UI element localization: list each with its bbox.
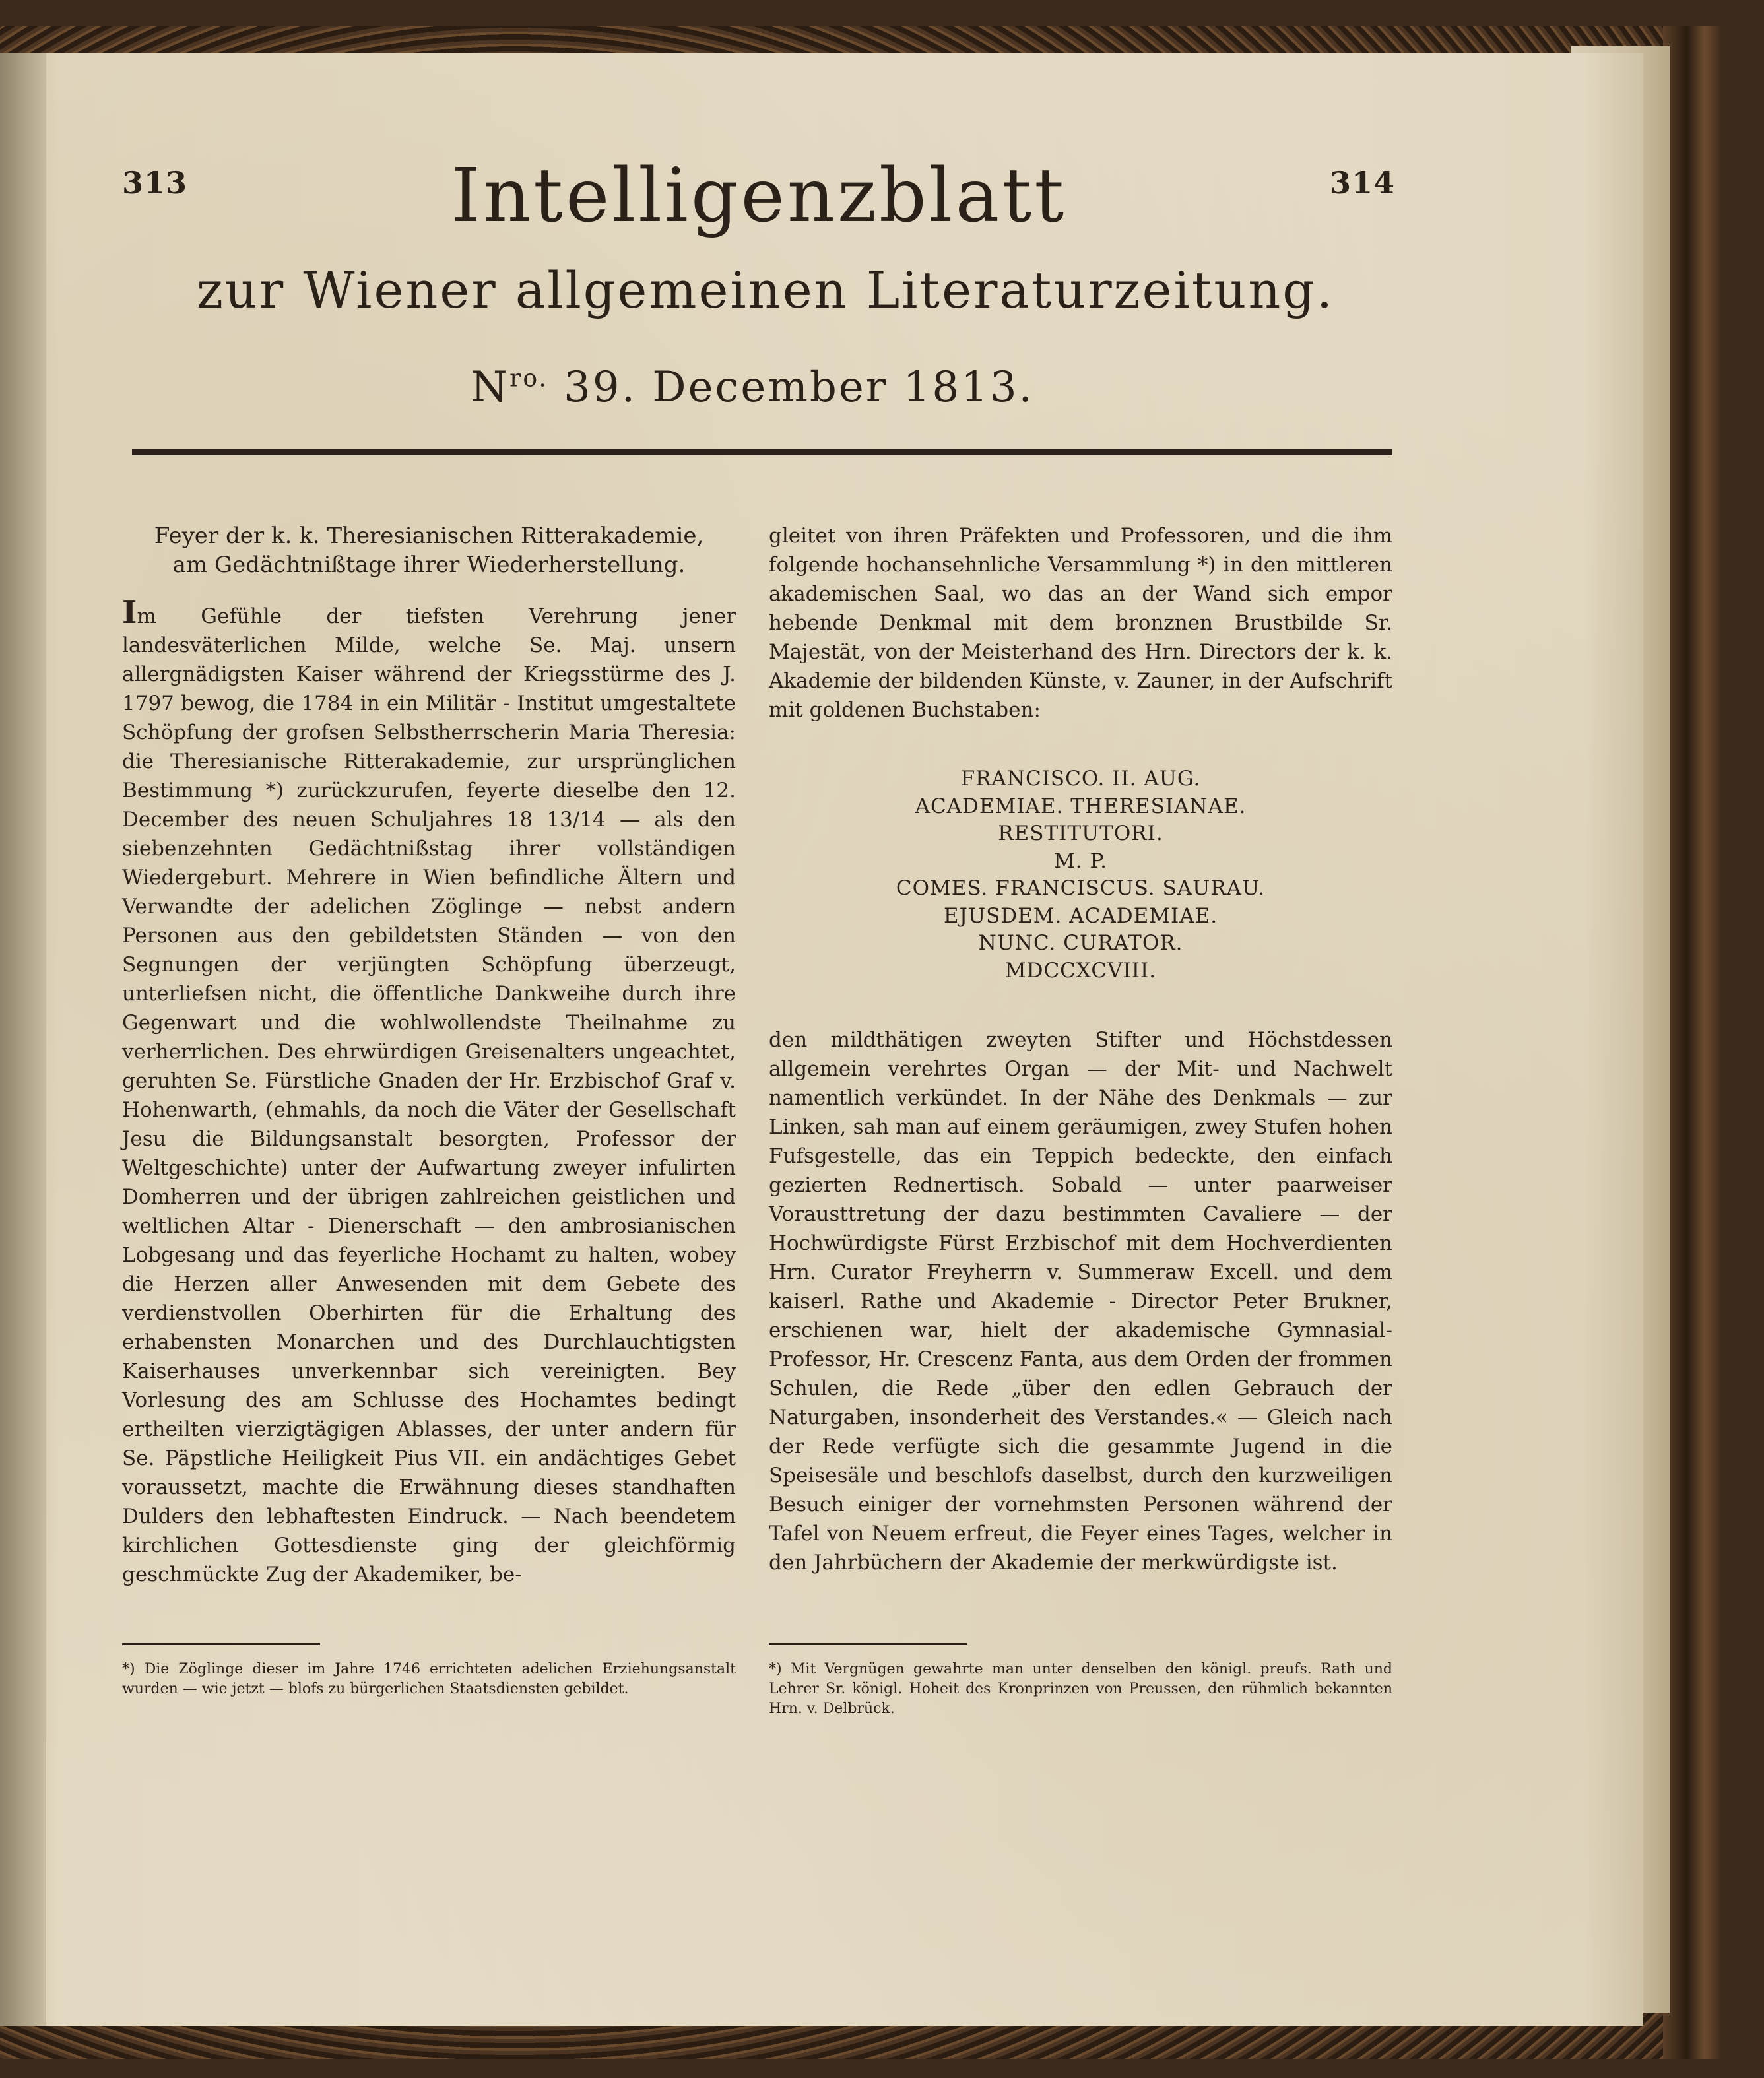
- inscription-line: COMES. FRANCISCUS. SAURAU.: [896, 876, 1266, 900]
- footnote-left: *) Die Zöglinge dieser im Jahre 1746 errichteten adelichen Erziehungsanstalt wurden — wie jetzt — blofs zu bürgerlichen Staatsdiensten gebildet.: [122, 1661, 736, 1697]
- issue-prefix: N: [471, 363, 510, 412]
- monument-inscription: [769, 765, 1392, 985]
- page-number-left: 313: [122, 165, 188, 201]
- masthead-title: Intelligenzblatt: [451, 153, 1067, 239]
- masthead-subtitle: zur Wiener allgemeinen Literaturzeitung.: [196, 261, 1335, 319]
- issue-line: [0, 363, 1505, 412]
- issue-abbrev: ro.: [509, 365, 548, 393]
- masthead-rule: [132, 449, 1392, 455]
- article-body-right-bottom: den mildthätigen zweyten Stifter und Höchstdessen allgemein verehrtes Organ — der Mit- und Nachwelt namentlich verkündet. In der Nähe des Denkmals — zur Linken, sah man auf einem geräumigen, zwey Stufen hohen Fufsgestelle, das ein Teppich bedeckte, den einfach gezierten Rednertisch. Sobald — unter paarweiser Vorausttretung der dazu bestimmten Cavaliere — der Hochwürdigste Fürst Erzbischof mit dem Hochverdienten Hrn. Curator Freyherrn v. Summeraw Excell. und dem kaiserl. Rathe und Akademie - Director Peter Brukner, erschienen war, hielt der akademische Gymnasial-Professor, Hr. Crescenz Fanta, aus dem Orden der frommen Schulen, die Rede „über den edlen Gebrauch der Naturgaben, insonderheit des Verstandes.« — Gleich nach der Rede verfügte sich die gesammte Jugend in die Speisesäle und beschlofs daselbst, durch den kurzweiligen Besuch einiger der vornehmsten Personen während der Tafel von Neuem erfreut, die Feyer eines Tages, welcher in den Jahrbüchern der Akademie der merkwürdigste ist.: [769, 1028, 1392, 1575]
- footnote-rule-right: [769, 1643, 967, 1645]
- article-heading-line2: am Gedächtnißtage ihrer Wiederherstellung.: [172, 552, 686, 578]
- page-gutter: [0, 53, 46, 2026]
- footnote-rule-left: [122, 1643, 320, 1645]
- right-column: [769, 521, 1392, 1577]
- article-heading: [122, 521, 736, 579]
- inscription-line: FRANCISCO. II. AUG.: [960, 767, 1201, 791]
- inscription-line: RESTITUTORI.: [998, 822, 1163, 845]
- drop-cap: I: [122, 594, 137, 631]
- inscription-line: EJUSDEM. ACADEMIAE.: [943, 903, 1218, 928]
- issue-date: 39. December 1813.: [548, 363, 1034, 412]
- inscription-line: NUNC. CURATOR.: [978, 931, 1183, 955]
- article-body-right-top: gleitet von ihren Präfekten und Professoren, und die ihm folgende hochansehnliche Versammlung *) in den mittleren akademischen Saal, wo das an der Wand sich empor hebende Denkmal mit dem bronznen Brustbilde Sr. Majestät, von der Meisterhand des Hrn. Directors der k. k. Akademie der bildenden Künste, v. Zauner, in der Aufschrift mit goldenen Buchstaben:: [769, 524, 1392, 722]
- page-number-right: 314: [1330, 165, 1396, 201]
- article-body-left: [122, 594, 736, 1589]
- inscription-line: ACADEMIAE. THERESIANAE.: [915, 794, 1247, 818]
- article-heading-line1: Feyer der k. k. Theresianischen Ritterakademie,: [154, 523, 704, 549]
- footnote-right: *) Mit Vergnügen gewahrte man unter denselben den königl. preufs. Rath und Lehrer Sr. königl. Hoheit des Kronprinzen von Preussen, den rühmlich bekannten Hrn. v. Delbrück.: [769, 1661, 1392, 1717]
- book-spine-edge: [1663, 26, 1722, 2059]
- inscription-line: M. P.: [1054, 849, 1107, 873]
- article-body-left-text: m Gefühle der tiefsten Verehrung jener landesväterlichen Milde, welche Se. Maj. unsern allergnädigsten Kaiser während der Kriegsstürme des J. 1797 bewog, die 1784 in ein Militär - Institut umgestaltete Schöpfung der grofsen Selbstherrscherin Maria Theresia: die Theresianische Ritterakademie, zur ursprünglichen Bestimmung *) zurückzurufen, feyerte dieselbe den 12. December des neuen Schuljahres 18 13/14 — als den siebenzehnten Gedächtnißstag ihrer vollständigen Wiedergeburt. Mehrere in Wien befindliche Ältern und Verwandte der adelichen Zöglinge — nebst andern Personen aus den gebildetsten Ständen — von den Segnungen der verjüngten Schöpfung überzeugt, unterliefsen nicht, die öffentliche Dankweihe durch ihre Gegenwart und die wohlwollendste Theilnahme zu verherrlichen. Des ehrwürdigen Greisenalters ungeachtet, geruhten Se. Fürstliche Gnaden der Hr. Erzbischof Graf v. Hohenwarth, (ehmahls, da noch die Väter der Gesellschaft Jesu die Bildungsanstalt besorgten, Professor der Weltgeschichte) unter der Aufwartung zweyer infulirten Domherren und der übrigen zahlreichen geistlichen und weltlichen Altar - Dienerschaft — den ambrosianischen Lobgesang und das feyerliche Hochamt zu halten, wobey die Herzen aller Anwesenden mit dem Gebete des verdienstvollen Oberhirten für die Erhaltung des erhabensten Monarchen und des Durchlauchtigsten Kaiserhauses unverkennbar sich vereinigten. Bey Vorlesung des am Schlusse des Hochamtes bedingt ertheilten vierzigtägigen Ablasses, der unter andern für Se. Päpstliche Heiligkeit Pius VII. ein andächtiges Gebet voraussetzt, machte die Erwähnung dieses standhaften Dulders den lebhaftesten Eindruck. — Nach beendetem kirchlichen Gottesdienste ging der gleichförmig geschmückte Zug der Akademiker, be-: [122, 604, 736, 1586]
- left-column: [122, 521, 736, 1589]
- inscription-line: MDCCXCVIII.: [1004, 958, 1157, 983]
